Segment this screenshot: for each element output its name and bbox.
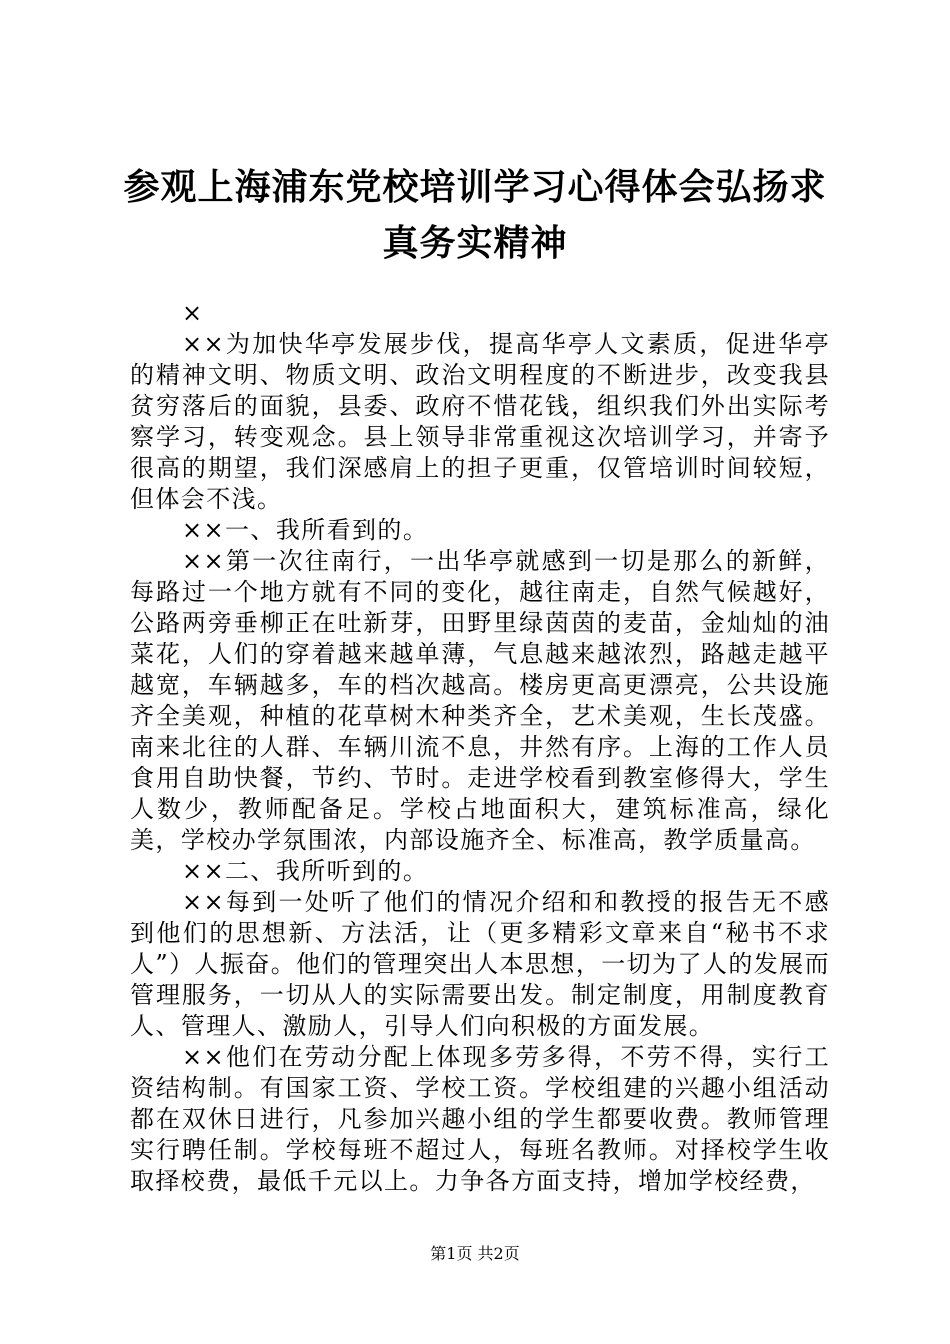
paragraph: ×: [182, 299, 204, 327]
section-heading: ××二、我所听到的。: [182, 857, 429, 885]
page-footer: 第1页 共2页: [430, 1244, 520, 1263]
paragraph: ××他们在劳动分配上体现多劳多得，不劳不得，实行工资结构制。有国家工资、学校工资。学校组建的兴趣小组活动都在双休日进行，凡参加兴趣小组的学生都要收费。教师管理实行聘任制。学校每班不超过人，每班名教师。对择校学生收取择校费，最低千元以上。力争各方面支持，增加学校经费，: [130, 1043, 830, 1195]
paragraph: ××每到一处听了他们的情况介绍和和教授的报告无不感到他们的思想新、方法活，让（更多精彩文章来自“秘书不求人”）人振奋。他们的管理突出人本思想，一切为了人的发展而管理服务，一切从人的实际需要出发。制定制度，用制度教育人、管理人、激励人，引导人们向积极的方面发展。: [130, 888, 830, 1040]
paragraph: ××第一次往南行，一出华亭就感到一切是那么的新鲜，每路过一个地方就有不同的变化，越往南走，自然气候越好，公路两旁垂柳正在吐新芽，田野里绿茵茵的麦苗，金灿灿的油菜花，人们的穿着越来越单薄，气息越来越浓烈，路越走越平越宽，车辆越多，车的档次越高。楼房更高更漂亮，公共设施齐全美观，种植的花草树木种类齐全，艺术美观，生长茂盛。南来北往的人群、车辆川流不息，井然有序。上海的工作人员食用自助快餐，节约、节时。走进学校看到教室修得大，学生人数少，教师配备足。学校占地面积大，建筑标准高，绿化美，学校办学氛围浓，内部设施齐全、标准高，教学质量高。: [130, 547, 830, 854]
paragraph: ××为加快华亭发展步伐，提高华亭人文素质，促进华亭的精神文明、物质文明、政治文明程度的不断进步，改变我县贫穷落后的面貌，县委、政府不惜花钱，组织我们外出实际考察学习，转变观念。县上领导非常重视这次培训学习，并寄予很高的期望，我们深感肩上的担子更重，仅管培训时间较短，但体会不浅。: [130, 330, 830, 513]
document-title: 参观上海浦东党校培训学习心得体会弘扬求真务实精神: [123, 167, 827, 264]
document-body: [130, 298, 830, 1197]
section-heading: ××一、我所看到的。: [182, 516, 429, 544]
